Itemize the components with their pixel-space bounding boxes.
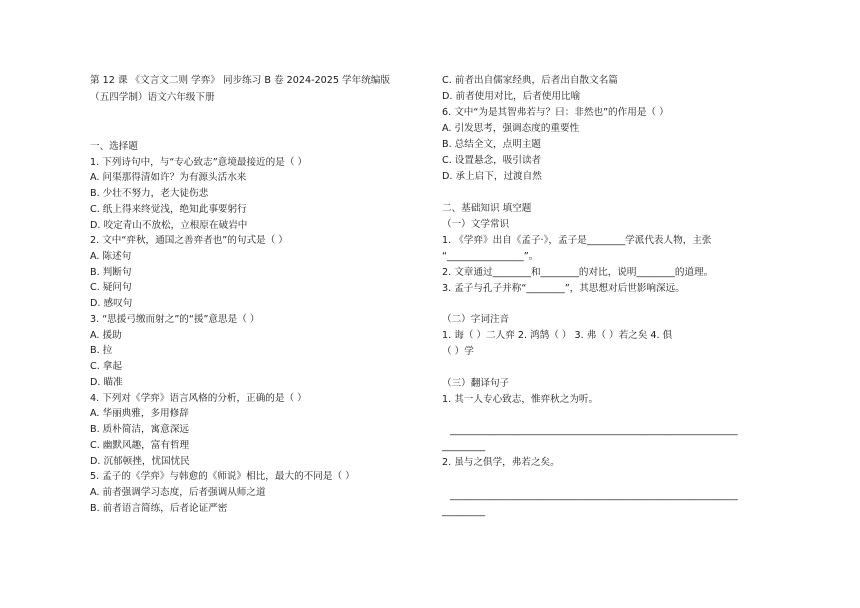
fill-question-1: 1. 《学弈》出自《孟子·》，孟子是________学派代表人物，主张: [442, 235, 712, 246]
q2-option-b: B. 判断句: [90, 267, 132, 278]
subsection-translate: （三）翻译句子: [442, 378, 510, 389]
subsection-literature: （一）文学常识: [442, 219, 510, 230]
translate-sentence-1: 1. 其一人专心致志，惟弈秋之为听。: [442, 394, 599, 405]
fill-question-2: 2. 文章通过________和________的对比，说明________的道理。: [442, 267, 714, 278]
q1-option-b: B. 少壮不努力，老大徒伤悲: [90, 188, 209, 199]
question-2: 2. 文中“弈秋，通国之善弈者也”的句式是（ ）: [90, 235, 288, 246]
question-3: 3. “思援弓缴而射之”的“援”意思是（ ）: [90, 314, 260, 325]
section-heading-choice: 一、选择题: [90, 141, 138, 152]
question-5: 5. 孟子的《学弈》与韩愈的《师说》相比，最大的不同是（ ）: [90, 471, 355, 482]
fill-question-3: 3. 孟子与孔子并称“________”，其思想对后世影响深远。: [442, 283, 685, 294]
q3-option-c: C. 拿起: [90, 361, 122, 372]
q2-option-d: D. 感叹句: [90, 298, 133, 309]
q4-option-d: D. 沉郁顿挫，忧国忧民: [90, 456, 190, 467]
q6-option-b: B. 总结全文，点明主题: [442, 139, 542, 150]
q5-option-c: C. 前者出自儒家经典，后者出自散文名篇: [442, 75, 618, 86]
answer-line-1[interactable]: ____________________________________________________________: [450, 425, 738, 436]
q4-option-b: B. 质朴简洁，寓意深远: [90, 424, 190, 435]
q5-option-d: D. 前者使用对比，后者使用比喻: [442, 91, 581, 102]
q6-option-d: D. 承上启下，过渡自然: [442, 171, 542, 182]
q6-option-c: C. 设置悬念，吸引读者: [442, 155, 542, 166]
q3-option-d: D. 瞄准: [90, 377, 123, 388]
answer-line-2-tail[interactable]: _________: [442, 506, 486, 517]
fill-question-1-cont: “________________”。: [442, 251, 539, 262]
q1-option-d: D. 咬定青山不放松，立根原在破岩中: [90, 220, 248, 231]
answer-line-2[interactable]: ____________________________________________________________: [450, 490, 738, 501]
subsection-pinyin: （二）字词注音: [442, 314, 510, 325]
title-line-2: （五四学制）语文六年级下册: [90, 92, 215, 103]
question-4: 4. 下列对《学弈》语言风格的分析，正确的是（ ）: [90, 393, 307, 404]
q5-option-a: A. 前者强调学习态度，后者强调从师之道: [90, 487, 266, 498]
q3-option-a: A. 援助: [90, 330, 122, 341]
answer-line-1-tail[interactable]: _________: [442, 441, 486, 452]
section-heading-fill: 二、基础知识 填空题: [442, 203, 532, 214]
q4-option-a: A. 华丽典雅，多用修辞: [90, 408, 189, 419]
q3-option-b: B. 拉: [90, 345, 113, 356]
q6-option-a: A. 引发思考，强调态度的重要性: [442, 123, 580, 134]
q2-option-c: C. 疑问句: [90, 282, 132, 293]
q4-option-c: C. 幽默风趣，富有哲理: [90, 440, 190, 451]
q1-option-a: A. 问渠那得清如许？为有源头活水来: [90, 172, 247, 183]
title-line-1: 第 12 课 《文言文二则 学弈》 同步练习 B 卷 2024-2025 学年统编版: [90, 75, 390, 86]
pinyin-line-1: 1. 诲（ ）二人弈 2. 鸿鹄（ ） 3. 弗（ ）若之矣 4. 俱: [442, 330, 673, 341]
pinyin-line-2: （ ）学: [442, 346, 474, 357]
q1-option-c: C. 纸上得来终觉浅，绝知此事要躬行: [90, 204, 247, 215]
question-1: 1. 下列诗句中，与“专心致志”意境最接近的是（ ）: [90, 157, 308, 168]
q5-option-b: B. 前者语言简练，后者论证严密: [90, 503, 228, 514]
question-6: 6. 文中“为是其智弗若与？曰：非然也”的作用是（ ）: [442, 107, 669, 118]
q2-option-a: A. 陈述句: [90, 251, 132, 262]
translate-sentence-2: 2. 虽与之俱学，弗若之矣。: [442, 457, 560, 468]
